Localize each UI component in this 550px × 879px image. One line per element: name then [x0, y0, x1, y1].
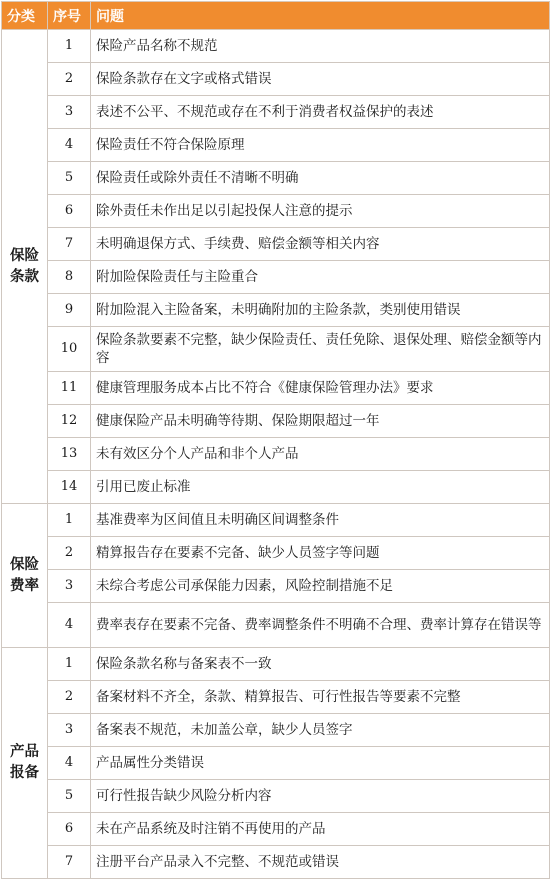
issue-text: 健康管理服务成本占比不符合《健康保险管理办法》要求 — [91, 372, 550, 405]
issue-text: 保险产品名称不规范 — [91, 30, 550, 63]
issue-text: 费率表存在要素不完备、费率调整条件不明确不合理、费率计算存在错误等 — [91, 603, 550, 648]
row-number: 10 — [48, 327, 91, 372]
header-issue: 问题 — [91, 2, 550, 30]
issue-text: 除外责任未作出足以引起投保人注意的提示 — [91, 195, 550, 228]
row-number: 12 — [48, 405, 91, 438]
table-row — [2, 162, 550, 195]
row-number: 8 — [48, 261, 91, 294]
category-label-line: 产品 — [10, 744, 39, 760]
row-number: 9 — [48, 294, 91, 327]
row-number: 3 — [48, 570, 91, 603]
issue-text: 备案材料不齐全，条款、精算报告、可行性报告等要素不完整 — [91, 681, 550, 714]
issue-text: 保险条款存在文字或格式错误 — [91, 63, 550, 96]
table-row — [2, 438, 550, 471]
table-row — [2, 846, 550, 879]
table-row — [2, 294, 550, 327]
category-label-line: 条款 — [10, 268, 39, 285]
row-number: 7 — [48, 846, 91, 879]
category-label-line: 保险 — [10, 556, 39, 573]
issue-text: 保险责任不符合保险原理 — [91, 129, 550, 162]
row-number: 7 — [48, 228, 91, 261]
row-number: 2 — [48, 63, 91, 96]
table-row — [2, 714, 550, 747]
issue-text: 保险条款名称与备案表不一致 — [91, 648, 550, 681]
row-number: 13 — [48, 438, 91, 471]
issue-text: 引用已废止标准 — [91, 471, 550, 504]
table-row — [2, 780, 550, 813]
issue-text: 附加险混入主险备案，未明确附加的主险条款，类别使用错误 — [91, 294, 550, 327]
category-label-line: 报备 — [10, 765, 39, 781]
row-number: 3 — [48, 96, 91, 129]
table-row — [2, 63, 550, 96]
issue-text: 注册平台产品录入不完整、不规范或错误 — [91, 846, 550, 879]
table-row — [2, 681, 550, 714]
header-row — [2, 2, 550, 30]
issue-text: 精算报告存在要素不完备、缺少人员签字等问题 — [91, 537, 550, 570]
issue-text: 可行性报告缺少风险分析内容 — [91, 780, 550, 813]
row-number: 3 — [48, 714, 91, 747]
issue-text: 保险条款要素不完整，缺少保险责任、责任免除、退保处理、赔偿金额等内容 — [91, 327, 550, 372]
issue-text: 附加险保险责任与主险重合 — [91, 261, 550, 294]
issue-text: 备案表不规范，未加盖公章，缺少人员签字 — [91, 714, 550, 747]
table-row — [2, 228, 550, 261]
table-row — [2, 405, 550, 438]
row-number: 4 — [48, 603, 91, 648]
issue-text: 未明确退保方式、手续费、赔偿金额等相关内容 — [91, 228, 550, 261]
issue-text: 未综合考虑公司承保能力因素，风险控制措施不足 — [91, 570, 550, 603]
issue-text: 基准费率为区间值且未明确区间调整条件 — [91, 504, 550, 537]
table-row — [2, 327, 550, 372]
table-row — [2, 129, 550, 162]
table-row — [2, 537, 550, 570]
issue-text: 保险责任或除外责任不清晰不明确 — [91, 162, 550, 195]
table-row — [2, 261, 550, 294]
category-cell — [2, 30, 48, 504]
table-row — [2, 504, 550, 537]
row-number: 4 — [48, 129, 91, 162]
issues-table — [1, 1, 550, 879]
row-number: 1 — [48, 504, 91, 537]
row-number: 4 — [48, 747, 91, 780]
row-number: 2 — [48, 681, 91, 714]
table-row — [2, 372, 550, 405]
row-number: 6 — [48, 813, 91, 846]
row-number: 5 — [48, 780, 91, 813]
table-row — [2, 30, 550, 63]
table-row — [2, 570, 550, 603]
header-number: 序号 — [48, 2, 91, 30]
table-row — [2, 648, 550, 681]
issue-text: 健康保险产品未明确等待期、保险期限超过一年 — [91, 405, 550, 438]
category-cell — [2, 648, 48, 879]
table-row — [2, 96, 550, 129]
row-number: 1 — [48, 648, 91, 681]
category-cell — [2, 504, 48, 648]
issue-text: 未在产品系统及时注销不再使用的产品 — [91, 813, 550, 846]
row-number: 5 — [48, 162, 91, 195]
row-number: 6 — [48, 195, 91, 228]
row-number: 2 — [48, 537, 91, 570]
table-row — [2, 747, 550, 780]
row-number: 1 — [48, 30, 91, 63]
table-row — [2, 813, 550, 846]
table-body — [2, 30, 550, 879]
row-number: 14 — [48, 471, 91, 504]
category-label-line: 保险 — [10, 247, 39, 264]
row-number: 11 — [48, 372, 91, 405]
category-label-line: 费率 — [10, 577, 39, 594]
issue-text: 表述不公平、不规范或存在不利于消费者权益保护的表述 — [91, 96, 550, 129]
issue-text: 产品属性分类错误 — [91, 747, 550, 780]
table-row — [2, 195, 550, 228]
header-category: 分类 — [2, 2, 48, 30]
table-row — [2, 471, 550, 504]
issue-text: 未有效区分个人产品和非个人产品 — [91, 438, 550, 471]
table-row — [2, 603, 550, 648]
